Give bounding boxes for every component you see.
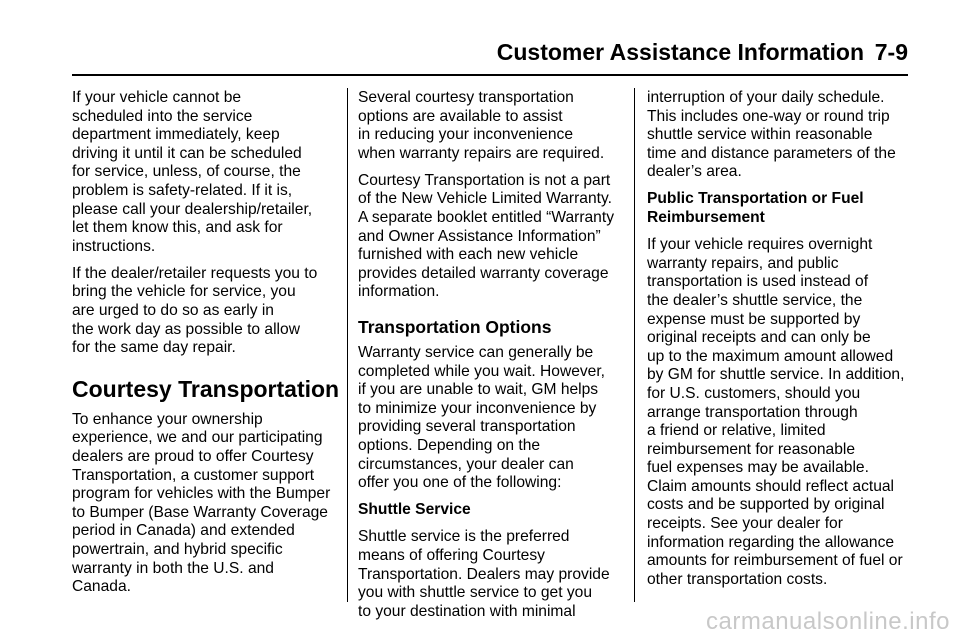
paragraph: If the dealer/retailer requests you to bring the vehicle for service, you are urged to do so as early in the work day as possible to allow for the same day repair. <box>72 264 318 357</box>
paragraph: Courtesy Transportation is not a part of the New Vehicle Limited Warranty. A separate booklet entitled “Warranty and Owner Assistance Information” furnished with each new vehicle provides detailed warranty coverage information. <box>358 171 614 301</box>
text-column-1 <box>72 89 340 605</box>
paragraph: Warranty service can generally be completed while you wait. However, if you are unable to wait, GM helps to minimize your inconvenience by providing several transportation options. Depending on the circumstances, your dealer can offer you one of the following: <box>358 344 606 492</box>
subheading-public-transportation: Public Transportation or Fuel Reimbursement <box>647 190 864 227</box>
watermark: carmanualsonline.info <box>706 608 950 635</box>
section-title: Customer Assistance Information <box>496 39 864 65</box>
heading-transportation-options: Transportation Options <box>358 317 552 338</box>
page-number: 7-9 <box>874 39 908 65</box>
paragraph: Shuttle service is the preferred means of offering Courtesy Transportation. Dealers may provide you with shuttle service to get you to your destination with minimal <box>358 528 610 620</box>
paragraph: If your vehicle cannot be scheduled into the service department immediately, keep driving it until it can be scheduled for service, unless, of course, the problem is safety-related. If it is, please call your dealership/retailer, let them know this, and ask for instructions. <box>72 89 313 255</box>
subheading-shuttle-service: Shuttle Service <box>358 501 471 519</box>
header-rule <box>72 74 908 76</box>
paragraph: To enhance your ownership experience, we and our participating dealers are proud to offer Courtesy Transportation, a customer support program for vehicles with the Bumper to Bumper (Base Warranty Coverage period in Canada) and extended powertrain, and hybrid specific warranty in both the U.S. and Canada. <box>72 410 331 596</box>
column-divider <box>634 88 635 602</box>
paragraph: interruption of your daily schedule. This includes one-way or round trip shuttle service within reasonable time and distance parameters of the dealer’s area. <box>647 89 896 181</box>
page-header <box>0 0 960 80</box>
paragraph: Several courtesy transportation options are available to assist in reducing your inconvenience when warranty repairs are required. <box>358 89 605 162</box>
heading-courtesy-transportation: Courtesy Transportation <box>72 375 340 402</box>
paragraph: If your vehicle requires overnight warranty repairs, and public transportation is used instead of the dealer’s shuttle service, the expense must be supported by original receipts and can only be up to the maximum amount allowed by GM for shuttle service. In addition, for U.S. customers, should you arrange transportation through a friend or relative, limited reimbursement for reasonable fuel expenses may be available. Claim amounts should reflect actual costs and be supported by original receipts. See your dealer for information regarding the allowance amounts for reimbursement of fuel or other transportation costs. <box>647 236 905 588</box>
text-column-3 <box>647 89 915 598</box>
text-column-2 <box>358 89 628 630</box>
column-divider <box>347 88 348 602</box>
